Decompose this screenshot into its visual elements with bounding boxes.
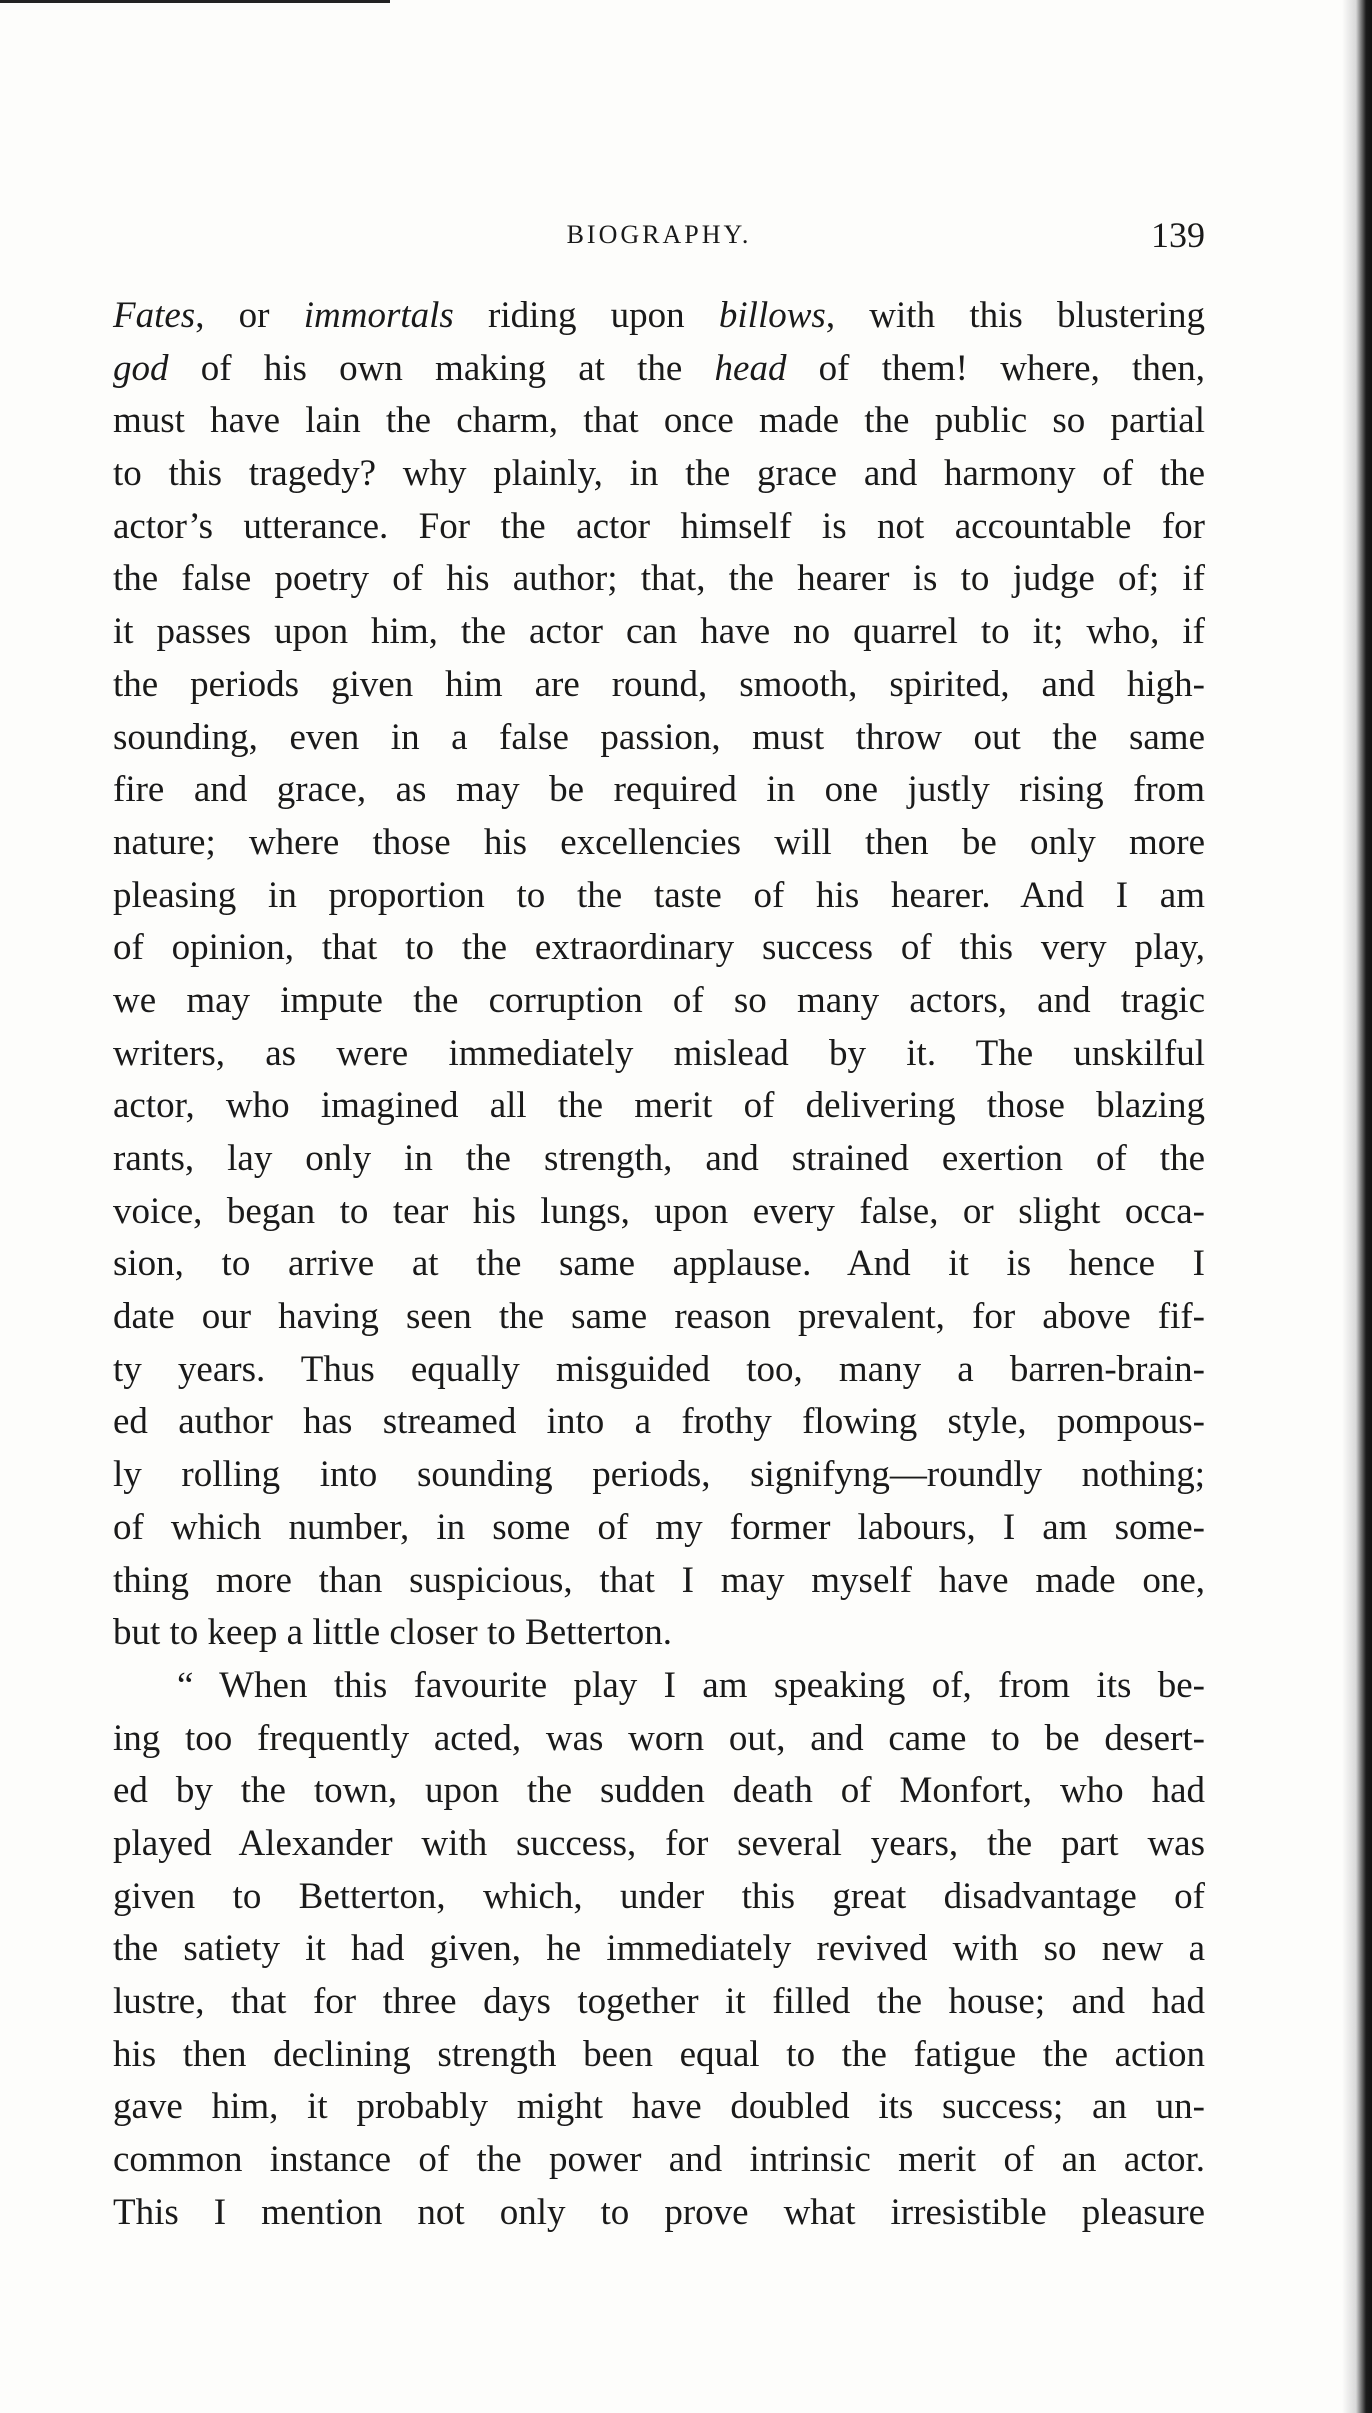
text-line: of which number, in some of my former labours, I am some- (113, 1506, 1205, 1548)
body-text (113, 290, 1205, 2239)
text-line: This I mention not only to prove what irresistible pleasure (113, 2191, 1205, 2233)
text-line: the periods given him are round, smooth, spirited, and high- (113, 663, 1205, 705)
page-number: 139 (1151, 215, 1205, 255)
paragraph (113, 290, 1205, 1660)
text-line: ly rolling into sounding periods, signifyng—roundly nothing; (113, 1454, 1205, 1496)
text-line: god of his own making at the head of them! where, then, (113, 347, 1205, 389)
text-line: actor, who imagined all the merit of delivering those blazing (113, 1085, 1205, 1127)
running-head: BIOGRAPHY. (566, 220, 752, 249)
text-line: common instance of the power and intrinsic merit of an actor. (113, 2139, 1205, 2181)
text-line: we may impute the corruption of so many actors, and tragic (113, 979, 1205, 1021)
text-line: sion, to arrive at the same applause. And it is hence I (113, 1243, 1205, 1285)
text-line: voice, began to tear his lungs, upon every false, or slight occa- (113, 1190, 1205, 1232)
text-line: must have lain the charm, that once made the public so partial (113, 400, 1205, 442)
text-line: his then declining strength been equal to the fatigue the action (113, 2033, 1205, 2075)
text-line: the false poetry of his author; that, the hearer is to judge of; if (113, 558, 1205, 600)
text-line: but to keep a little closer to Betterton. (113, 1612, 672, 1654)
text-line: played Alexander with success, for several years, the part was (113, 1822, 1205, 1864)
text-line: ed by the town, upon the sudden death of Monfort, who had (113, 1770, 1205, 1812)
text-line: the satiety it had given, he immediately revived with so new a (113, 1928, 1205, 1970)
text-line: lustre, that for three days together it filled the house; and had (113, 1981, 1205, 2022)
text-line: writers, as were immediately mislead by it. The unskilful (113, 1032, 1205, 1074)
paragraph (113, 1660, 1205, 2240)
scan-top-edge (0, 0, 390, 3)
text-line: thing more than suspicious, that I may myself have made one, (113, 1559, 1205, 1601)
text-line: ing too frequently acted, was worn out, and came to be desert- (113, 1717, 1205, 1759)
text-line: given to Betterton, which, under this great disadvantage of (113, 1875, 1205, 1917)
text-line: gave him, it probably might have doubled its success; an un- (113, 2086, 1205, 2128)
text-line: to this tragedy? why plainly, in the grace and harmony of the (113, 453, 1205, 495)
text-line: “ When this favourite play I am speaking of, from its be- (177, 1664, 1205, 1706)
text-line: rants, lay only in the strength, and strained exertion of the (113, 1138, 1205, 1179)
text-line: pleasing in proportion to the taste of his hearer. And I am (113, 874, 1205, 916)
text-line: sounding, even in a false passion, must throw out the same (113, 716, 1205, 758)
text-line: date our having seen the same reason prevalent, for above fif- (113, 1296, 1205, 1338)
scan-right-edge (1342, 0, 1372, 2413)
text-line: actor’s utterance. For the actor himself is not accountable for (113, 505, 1205, 547)
text-line: ty years. Thus equally misguided too, many a barren-brain- (113, 1348, 1205, 1390)
text-line: of opinion, that to the extraordinary success of this very play, (113, 927, 1205, 969)
text-line: nature; where those his excellencies will then be only more (113, 821, 1205, 863)
text-line: it passes upon him, the actor can have no quarrel to it; who, if (113, 611, 1205, 653)
page-header (113, 214, 1205, 254)
text-line: ed author has streamed into a frothy flowing style, pompous- (113, 1401, 1205, 1443)
text-line: Fates, or immortals riding upon billows, with this blustering (113, 295, 1205, 336)
text-line: fire and grace, as may be required in one justly rising from (113, 769, 1205, 811)
